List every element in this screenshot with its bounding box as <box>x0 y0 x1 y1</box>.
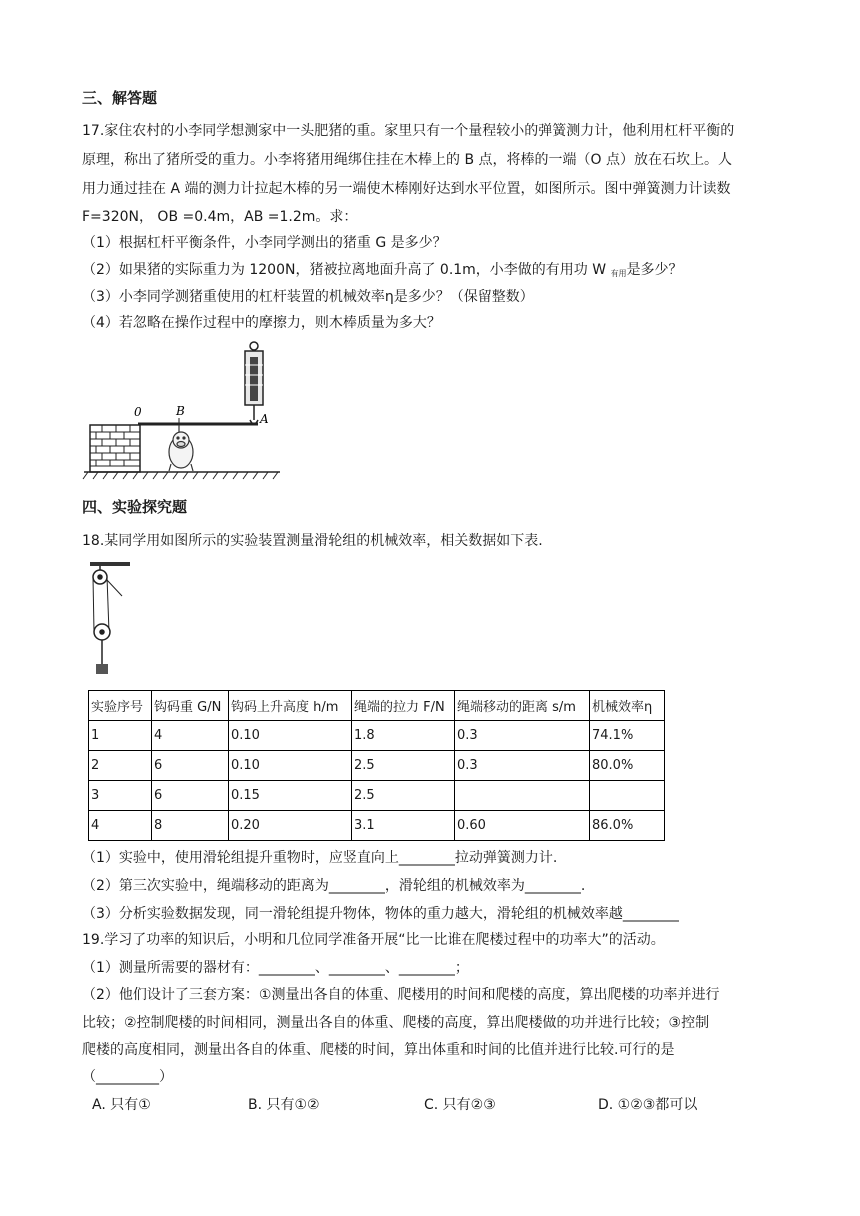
q17-sub2-text: （2）如果猪的实际重力为 1200N，猪被拉离地面升高了 0.1m，小李做的有用功 W <box>82 262 611 278</box>
table-cell <box>455 781 590 811</box>
pig-icon <box>169 426 193 471</box>
ceiling-bar <box>90 562 130 566</box>
label-B: B <box>176 404 185 418</box>
table-header-cell: 实验序号 <box>89 691 152 721</box>
table-cell: 1.8 <box>352 721 455 751</box>
table-cell: 3 <box>89 781 152 811</box>
table-cell: 8 <box>152 811 229 841</box>
pulley-figure <box>84 560 134 685</box>
table-cell: 0.3 <box>455 721 590 751</box>
lever-figure <box>82 340 287 482</box>
q18-sub3: （3）分析实验数据发现，同一滑轮组提升物体，物体的重力越大，滑轮组的机械效率越________ <box>82 906 679 922</box>
q19-sub2-line-1: （2）他们设计了三套方案：①测量出各自的体重、爬楼用的时间和爬楼的高度，算出爬楼的功率并进行 <box>82 987 720 1003</box>
q17-line-1: 17.家住农村的小李同学想测家中一头肥猪的重。家里只有一个量程较小的弹簧测力计，他利用杠杆平衡的 <box>82 123 735 139</box>
table-cell: 86.0% <box>590 811 665 841</box>
q19-answer-blank: （_________） <box>82 1069 173 1085</box>
table-cell: 6 <box>152 781 229 811</box>
q17-sub1: （1）根据杠杆平衡条件，小李同学测出的猪重 G 是多少？ <box>82 235 447 251</box>
table-row <box>89 781 665 811</box>
q17-line-2: 原理，称出了猪所受的重力。小李将猪用绳绑住挂在木棒上的 B 点，将棒的一端（O 点）放在石坎上。人 <box>82 152 732 168</box>
table-row <box>89 811 665 841</box>
section4-title: 四、实验探究题 <box>82 498 188 516</box>
table-cell: 80.0% <box>590 751 665 781</box>
table-cell: 0.3 <box>455 751 590 781</box>
q19-sub2-line-2: 比较；②控制爬楼的时间相同，测量出各自的体重、爬楼的高度，算出爬楼做的功并进行比较；③控制 <box>82 1015 710 1031</box>
label-A: A <box>260 412 269 426</box>
q18-sub1: （1）实验中，使用滑轮组提升重物时，应竖直向上________拉动弹簧测力计. <box>82 850 558 866</box>
q19-sub1: （1）测量所需要的器材有：________、________、________； <box>82 960 469 976</box>
q18-sub2: （2）第三次实验中，绳端移动的距离为________，滑轮组的机械效率为________. <box>82 878 586 894</box>
table-cell: 2.5 <box>352 781 455 811</box>
q17-sub2-subscript: 有用 <box>610 269 627 278</box>
table-cell: 3.1 <box>352 811 455 841</box>
table-header-cell: 钩码重 G/N <box>152 691 229 721</box>
option-b[interactable]: B. 只有①② <box>248 1097 320 1113</box>
table-header-cell: 机械效率η <box>590 691 665 721</box>
table-header-cell: 绳端的拉力 F/N <box>352 691 455 721</box>
table-row <box>89 721 665 751</box>
movable-pulley-icon <box>94 624 110 664</box>
table-cell: 4 <box>89 811 152 841</box>
table-cell <box>590 781 665 811</box>
q18-intro: 18.某同学用如图所示的实验装置测量滑轮组的机械效率，相关数据如下表. <box>82 533 543 549</box>
table-cell: 4 <box>152 721 229 751</box>
table-cell: 2 <box>89 751 152 781</box>
q19-sub2-line-3: 爬楼的高度相同，测量出各自的体重、爬楼的时间，算出体重和时间的比值并进行比较.可行的是 <box>82 1042 675 1058</box>
results-table <box>88 690 665 841</box>
table-cell: 74.1% <box>590 721 665 751</box>
table-cell: 0.10 <box>229 751 352 781</box>
table-header-row <box>89 691 665 721</box>
ground-hatch <box>83 472 278 479</box>
q17-line-4: F=320N， OB =0.4m，AB =1.2m。求： <box>82 209 358 225</box>
table-header-cell: 钩码上升高度 h/m <box>229 691 352 721</box>
table-cell: 0.60 <box>455 811 590 841</box>
option-c[interactable]: C. 只有②③ <box>424 1097 496 1113</box>
option-d[interactable]: D. ①②③都可以 <box>598 1097 698 1113</box>
q17-sub2 <box>82 260 683 284</box>
table-header-cell: 绳端移动的距离 s/m <box>455 691 590 721</box>
table-row <box>89 751 665 781</box>
table-cell: 6 <box>152 751 229 781</box>
rope-lines <box>93 577 122 632</box>
q17-line-3: 用力通过挂在 A 端的测力计拉起木棒的另一端使木棒刚好达到水平位置，如图所示。图中弹簧测力计读数 <box>82 181 731 197</box>
q17-sub4: （4）若忽略在操作过程中的摩擦力，则木棒质量为多大？ <box>82 315 441 331</box>
section3-title: 三、解答题 <box>82 89 158 107</box>
table-cell: 1 <box>89 721 152 751</box>
table-cell: 0.15 <box>229 781 352 811</box>
label-O: 0 <box>134 405 142 419</box>
option-a[interactable]: A. 只有① <box>92 1097 151 1113</box>
q17-sub2-text-end: 是多少？ <box>626 262 683 278</box>
table-cell: 0.20 <box>229 811 352 841</box>
table-cell: 2.5 <box>352 751 455 781</box>
q17-sub3: （3）小李同学测猪重使用的杠杆装置的机械效率η是多少？（保留整数） <box>82 289 534 305</box>
hook-weight <box>96 664 108 674</box>
q19-intro: 19.学习了功率的知识后，小明和几位同学准备开展“比一比谁在爬楼过程中的功率大”的活动。 <box>82 932 665 948</box>
fixed-pulley-icon <box>93 566 107 584</box>
table-cell: 0.10 <box>229 721 352 751</box>
